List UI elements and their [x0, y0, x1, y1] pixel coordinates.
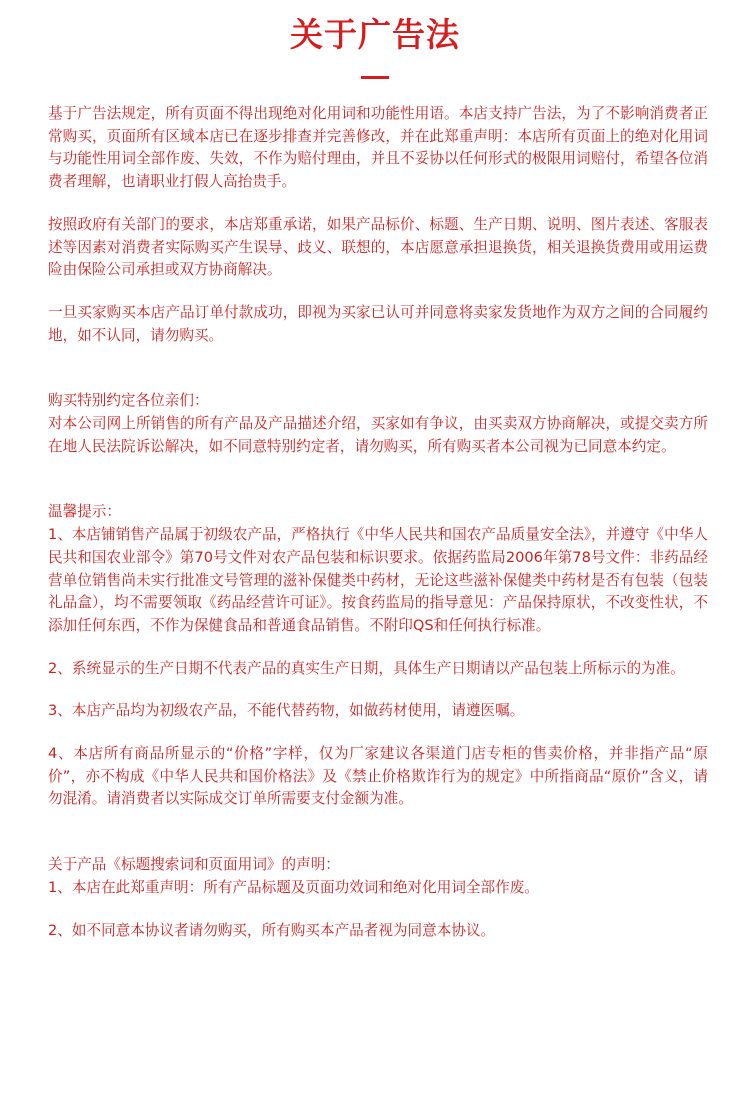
page-title: 关于广告法 [290, 15, 460, 54]
paragraph-commitment: 按照政府有关部门的要求，本店郑重承诺，如果产品标价、标题、生产日期、说明、图片表述、客服表述等因素对消费者实际购买产生误导、歧义、联想的，本店愿意承担退换货，相关退换货费用或用运费险由保险公司承担或双方协商解决。 [48, 215, 708, 279]
statement-heading: 关于产品《标题搜索词和页面用词》的声明： [48, 856, 340, 874]
notice-content [48, 103, 708, 942]
tip-item-1: 1、本店铺销售产品属于初级农产品，严格执行《中华人民共和国农产品质量安全法》，并遵守《中华人民共和国农业部令》第70号文件对农产品包装和标识要求。依据药监局2006年第78号文件：非药品经营单位销售尚未实行批准文号管理的滋补保健类中药材，无论这些滋补保健类中药材是否有包装（包装礼品盒），均不需要领取《药品经营许可证》。按食药监局的指导意见：产品保持原状，不改变性状，不添加任何东西，不作为保健食品和普通食品销售。不附印QS和任何执行标准。 [48, 526, 708, 634]
statement-item-1: 1、本店在此郑重声明：所有产品标题及页面功效词和绝对化用词全部作废。 [48, 878, 539, 896]
paragraph-contract-place: 一旦买家购买本店产品订单付款成功，即视为买家已认可并同意将卖家发货地作为双方之间的合同履约地，如不认同，请勿购买。 [48, 303, 708, 344]
tip-item-3: 3、本店产品均为初级农产品，不能代替药物，如做药材使用，请遵医嘱。 [48, 702, 525, 720]
paragraph-ad-law: 基于广告法规定，所有页面不得出现绝对化用词和功能性用语。本店支持广告法，为了不影响消费者正常购买，页面所有区域本店已在逐步排查并完善修改，并在此郑重声明：本店所有页面上的绝对化用词与功能性用词全部作废、失效，不作为赔付理由，并且不妥协以任何形式的极限用词赔付，希望各位消费者理解，也请职业打假人高抬贵手。 [48, 105, 708, 191]
special-agreement-body: 对本公司网上所销售的所有产品及产品描述介绍，买家如有争议，由买卖双方协商解决，或提交卖方所在地人民法院诉讼解决，如不同意特别约定者，请勿购买，所有购买者本公司视为已同意本约定。 [48, 415, 708, 455]
tip-item-4: 4、本店所有商品所显示的“价格”字样，仅为厂家建议各渠道门店专柜的售卖价格，并非指产品“原价”，亦不构成《中华人民共和国价格法》及《禁止价格欺诈行为的规定》中所指商品“原价”含义，请勿混淆。请消费者以实际成交订单所需要支付金额为准。 [48, 745, 708, 808]
statement-item-2: 2、如不同意本协议者请勿购买，所有购买本产品者视为同意本协议。 [48, 921, 496, 939]
tips-heading: 温馨提示： [48, 503, 121, 521]
tip-item-2: 2、系统显示的生产日期不代表产品的真实生产日期，具体生产日期请以产品包装上所标示的为准。 [48, 659, 685, 677]
special-agreement-heading: 购买特别约定各位亲们： [48, 392, 209, 410]
title-divider [361, 76, 389, 79]
